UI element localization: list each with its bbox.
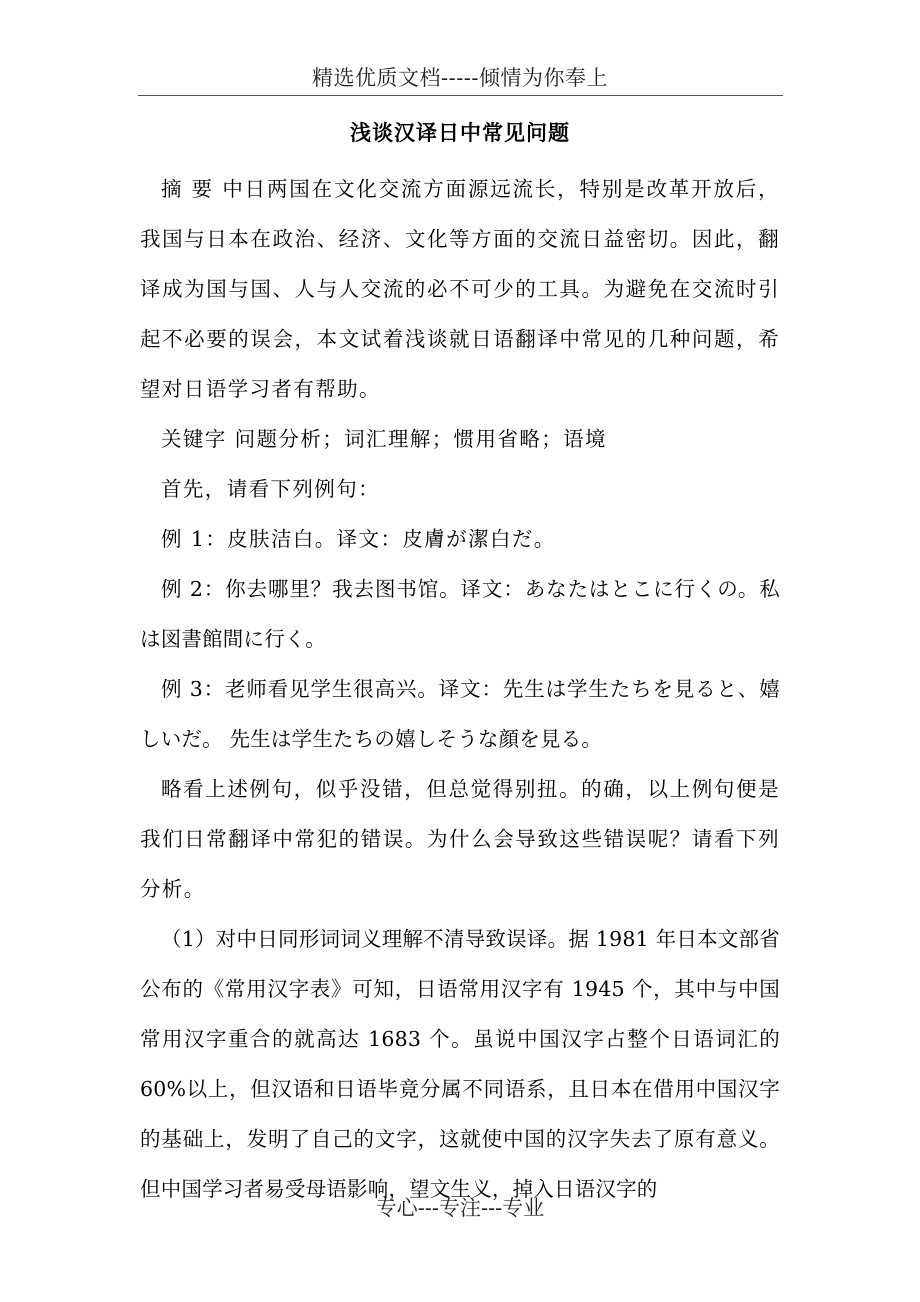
page-header: 精选优质文档-----倾情为你奉上 [312, 66, 608, 90]
page-footer: 专心---专注---专业 [375, 1196, 545, 1220]
example-2-paragraph: 例 2：你去哪里？我去图书馆。译文：あなたはとこに行くの。私は図書館間に行く。 [140, 577, 780, 651]
example-1-paragraph: 例 1：皮肤洁白。译文：皮膚が潔白だ。 [161, 527, 556, 551]
keywords-paragraph: 关键字 问题分析；词汇理解；惯用省略；语境 [161, 427, 607, 451]
intro-paragraph: 首先，请看下列例句： [161, 477, 380, 501]
header-divider [138, 95, 783, 96]
analysis-intro-paragraph: 略看上述例句，似乎没错，但总觉得别扭。的确，以上例句便是我们日常翻译中常犯的错误。为什么会导致这些错误呢？请看下列分析。 [140, 777, 780, 901]
abstract-paragraph: 摘 要 中日两国在文化交流方面源远流长，特别是改革开放后，我国与日本在政治、经济、文化等方面的交流日益密切。因此，翻译成为国与国、人与人交流的必不可少的工具。为避免在交流时引起不必要的误会，本文试着浅谈就日语翻译中常见的几种问题，希望对日语学习者有帮助。 [140, 177, 780, 401]
document-title: 浅谈汉译日中常见问题 [350, 120, 570, 145]
example-3-paragraph: 例 3：老师看见学生很高兴。译文：先生は学生たちを見ると、嬉しいだ。 先生は学生たちの嬉しそうな顔を見る。 [140, 677, 780, 751]
document-body [140, 164, 780, 1214]
analysis-point-1-paragraph: （1）对中日同形词词义理解不清导致误译。据 1981 年日本文部省公布的《常用汉字表》可知，日语常用汉字有 1945 个，其中与中国常用汉字重合的就高达 1683 个。虽说中国汉字占整个日语词汇的 60%以上，但汉语和日语毕竟分属不同语系，且日本在借用中国汉字的基础上，发明了自己的文字，这就使中国的汉字失去了原有意义。但中国学习者易受母语影响，望文生义，掉入日语汉字的 [140, 927, 780, 1201]
